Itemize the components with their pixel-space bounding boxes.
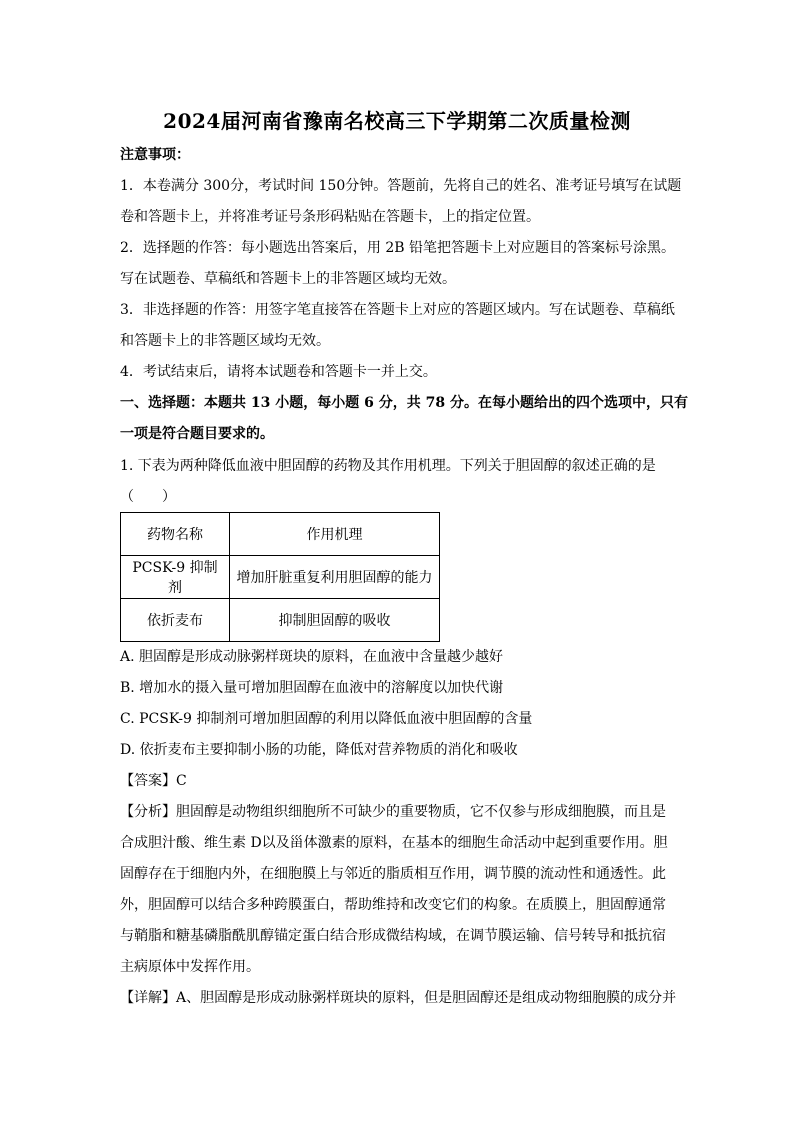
table-row [121, 599, 440, 642]
analysis-line: 合成胆汁酸、维生素 D以及甾体激素的原料，在基本的细胞生命活动中起到重要作用。胆 [120, 835, 668, 851]
table-cell: 抑制胆固醇的吸收 [230, 599, 440, 642]
section-heading: 一、选择题：本题共 13 小题，每小题 6 分，共 78 分。在每小题给出的四个选项中，只有 [120, 395, 688, 411]
detail-line: 【详解】A、胆固醇是形成动脉粥样斑块的原料，但是胆固醇还是组成动物细胞膜的成分并 [120, 990, 677, 1006]
notice-line: 2．选择题的作答：每小题选出答案后，用 2B 铅笔把答题卡上对应题目的答案标号涂黑。 [120, 240, 676, 256]
option-d: D. 依折麦布主要抑制小肠的功能，降低对营养物质的消化和吸收 [120, 742, 518, 758]
analysis-line: 主病原体中发挥作用。 [120, 959, 260, 975]
analysis-line: 固醇存在于细胞内外，在细胞膜上与邻近的脂质相互作用，调节膜的流动性和通透性。此 [120, 866, 666, 882]
notice-line: 1．本卷满分 300分，考试时间 150分钟。答题前，先将自己的姓名、准考证号填写在试题 [120, 178, 682, 194]
analysis-line: 与鞘脂和糖基磷脂酰肌醇锚定蛋白结合形成微结构域，在调节膜运输、信号转导和抵抗宿 [120, 928, 666, 944]
table-header-cell: 药物名称 [121, 513, 230, 556]
answer: 【答案】C [120, 773, 187, 789]
section-heading-cont: 一项是符合题目要求的。 [120, 426, 274, 442]
question-stem: 1. 下表为两种降低血液中胆固醇的药物及其作用机理。下列关于胆固醇的叙述正确的是 [120, 458, 656, 474]
option-a: A. 胆固醇是形成动脉粥样斑块的原料，在血液中含量越少越好 [120, 649, 504, 665]
notice-line: 和答题卡上的非答题区域均无效。 [120, 333, 330, 349]
analysis-line: 【分析】胆固醇是动物组织细胞所不可缺少的重要物质，它不仅参与形成细胞膜，而且是 [120, 804, 666, 820]
page-title: 2024届河南省豫南名校高三下学期第二次质量检测 [163, 109, 631, 133]
notice-line: 4．考试结束后，请将本试题卷和答题卡一并上交。 [120, 364, 437, 380]
notice-line: 卷和答题卡上，并将准考证号条形码粘贴在答题卡，上的指定位置。 [120, 209, 540, 225]
option-b: B. 增加水的摄入量可增加胆固醇在血液中的溶解度以加快代谢 [120, 680, 504, 696]
table-row [121, 556, 440, 599]
table-cell: PCSK-9 抑制剂 [121, 556, 230, 599]
table-header-row [121, 513, 440, 556]
option-c: C. PCSK-9 抑制剂可增加胆固醇的利用以降低血液中胆固醇的含量 [120, 711, 533, 727]
table-cell: 增加肝脏重复利用胆固醇的能力 [230, 556, 440, 599]
notice-heading: 注意事项： [120, 147, 190, 163]
analysis-line: 外，胆固醇可以结合多种跨膜蛋白，帮助维持和改变它们的构象。在质膜上，胆固醇通常 [120, 897, 666, 913]
drug-table [120, 512, 440, 642]
question-bracket: （ ） [120, 489, 176, 505]
table-header-cell: 作用机理 [230, 513, 440, 556]
table-cell: 依折麦布 [121, 599, 230, 642]
notice-line: 3．非选择题的作答：用签字笔直接答在答题卡上对应的答题区域内。写在试题卷、草稿纸 [120, 302, 675, 318]
notice-line: 写在试题卷、草稿纸和答题卡上的非答题区域均无效。 [120, 271, 456, 287]
